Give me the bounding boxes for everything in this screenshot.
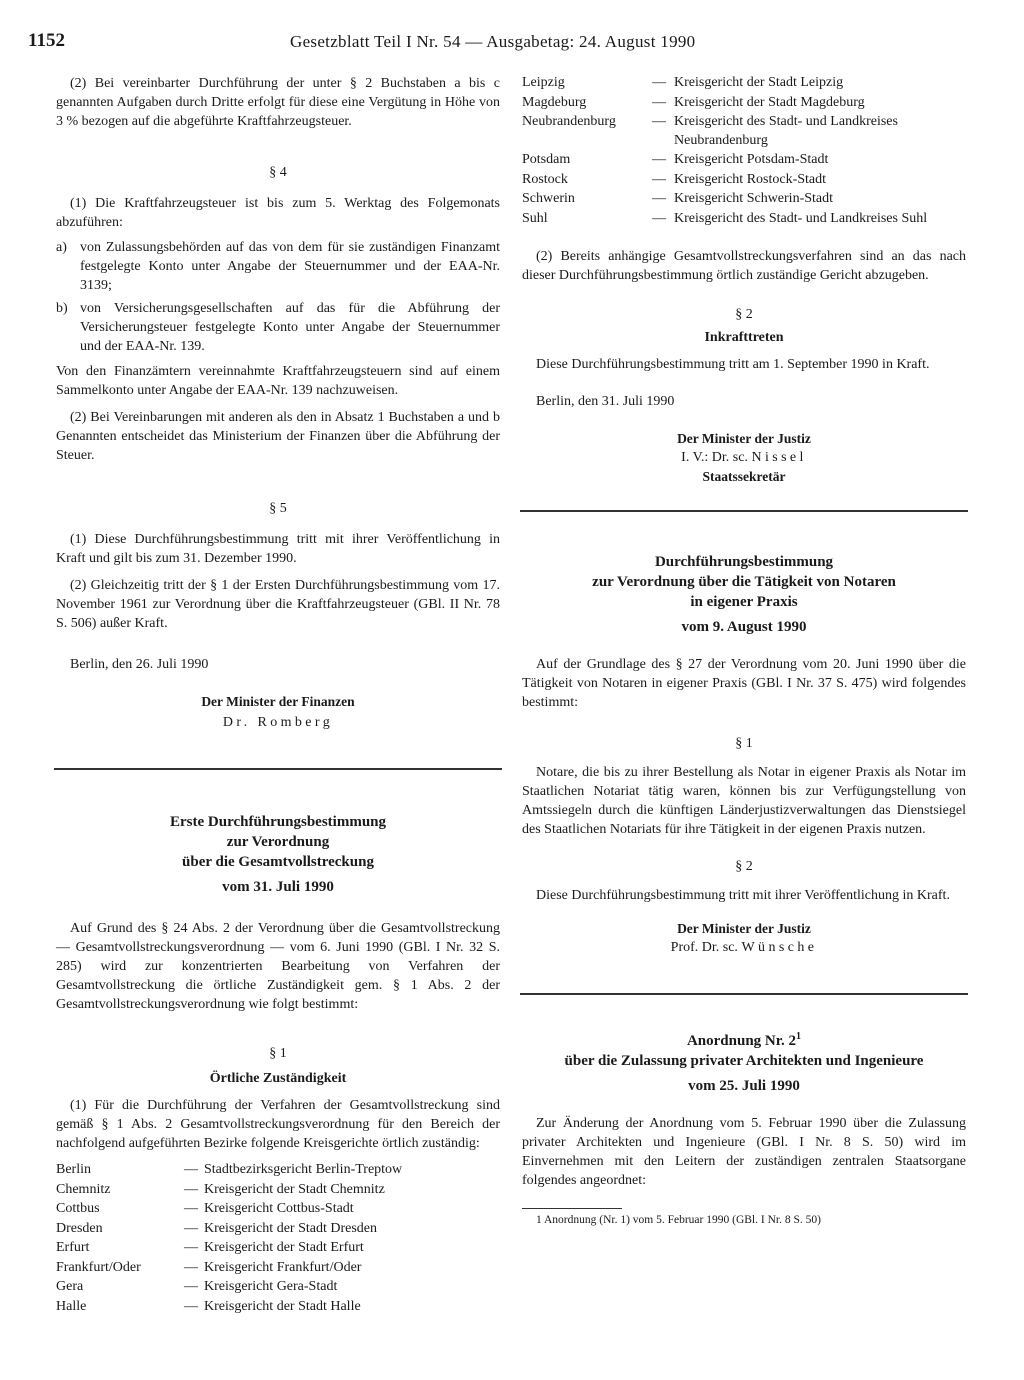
- court-row: [522, 94, 966, 114]
- doc2-preamble: Auf Grund des § 24 Abs. 2 der Verordnung über die Gesamtvollstreckung — Gesamtvollstreckungsverordnung — vom 6. Juni 1990 (GBl. I Nr. 32 S. 285) wird zur konzentrierten Bearbeitung von Verfahren der Gesamtvollstreckung die örtliche Zuständigkeit gem. § 1 Abs. 2 der Gesamtvollstreckungsverordnung wie folgt bestimmt:: [56, 921, 500, 1012]
- doc4-footnote-ref: 1: [796, 1031, 802, 1042]
- section-divider: [54, 768, 502, 770]
- court-name: Kreisgericht der Stadt Chemnitz: [204, 1181, 385, 1197]
- doc4-preamble: Zur Änderung der Anordnung vom 5. Februar 1990 über die Zulassung privater Architekten und Ingenieure (GBl. I Nr. 8 S. 50) wird im Einvernehmen mit den Leitern der zuständigen zentralen Staatsorgane folgendes angeordnet:: [522, 1116, 966, 1188]
- court-name: Kreisgericht des Stadt- und Landkreises Neubrandenburg: [674, 114, 898, 148]
- court-row: [522, 151, 966, 171]
- s4-abs2: (2) Bei Vereinbarungen mit anderen als den in Absatz 1 Buchstaben a und b Genannten entscheidet das Ministerium der Finanzen über die Abführung der Steuer.: [56, 410, 500, 463]
- doc4-title-line2: über die Zulassung privater Architekten und Ingenieure: [564, 1053, 924, 1069]
- court-row: [56, 1239, 500, 1259]
- s4-item-a-text: von Zulassungsbehörden auf das von dem für sie zuständigen Finanzamt festgelegte Konto unter Angabe der Steuernummer und der EAA-Nr. 3139;: [80, 240, 500, 293]
- s4-item-b-label: b): [56, 301, 68, 316]
- court-dash: —: [652, 152, 666, 167]
- section-divider-3: [520, 993, 968, 995]
- doc2-s1-subheading: Örtliche Zuständigkeit: [209, 1071, 347, 1086]
- left-column: [56, 74, 500, 1317]
- court-city: Halle: [56, 1298, 87, 1314]
- s4-abs1-end: Von den Finanzämtern vereinnahmte Kraftfahrzeugsteuern sind auf einem Sammelkonto unter Angabe der EAA-Nr. 139 nachzuweisen.: [56, 364, 500, 398]
- s4-item-b-text: von Versicherungsgesellschaften auf das für die Abführung der Versicherungsteuer festgelegte Konto unter Angabe der Steuernummer und der EAA-Nr. 139.: [80, 301, 500, 354]
- doc3-s2-heading: § 2: [735, 859, 753, 874]
- court-city: Schwerin: [522, 191, 575, 206]
- court-dash: —: [652, 171, 666, 187]
- s4-item-a: [56, 238, 500, 295]
- court-name: Kreisgericht der Stadt Leipzig: [674, 75, 844, 90]
- doc3-s1-text: Notare, die bis zu ihrer Bestellung als Notar in eigener Praxis als Notar im Staatlichen Notariat tätig waren, können bis zur Verfügungstellung von Amtssiegeln durch die künftigen Länderjustizverwaltungen das Dienstsiegel des Staatlichen Notariats für ihre Tätigkeit in der eigenen Praxis nutzen.: [522, 765, 966, 837]
- doc2-s1-abs2: (2) Bereits anhängige Gesamtvollstreckungsverfahren sind an das nach dieser Durchführungsbestimmung örtlich zuständige Gericht abzugeben.: [522, 249, 966, 283]
- doc3-s1-heading: § 1: [735, 736, 753, 751]
- doc3-signer-title: Der Minister der Justiz: [677, 921, 811, 936]
- court-dash: —: [184, 1259, 198, 1275]
- place-date: Berlin, den 26. Juli 1990: [70, 657, 209, 672]
- s4-item-b: [56, 299, 500, 356]
- doc3-signer-line: [522, 938, 966, 957]
- s5-abs2: (2) Gleichzeitig tritt der § 1 der Ersten Durchführungsbestimmung vom 17. November 1961 zur Verordnung über die Kraftfahrzeugsteuer (GBl. II Nr. 78 S. 506) außer Kraft.: [56, 578, 500, 631]
- doc4-date: vom 25. Juli 1990: [688, 1078, 800, 1094]
- signer-title: Der Minister der Finanzen: [201, 694, 355, 709]
- court-dash: —: [184, 1201, 198, 1216]
- doc4-title-line1: [522, 1031, 966, 1051]
- court-row: [522, 74, 966, 94]
- court-row: [56, 1200, 500, 1220]
- court-city: Potsdam: [522, 152, 571, 167]
- s4-abs1-intro: (1) Die Kraftfahrzeugsteuer ist bis zum 5. Werktag des Folgemonats abzuführen:: [56, 196, 500, 230]
- court-row: [522, 171, 966, 191]
- doc2-signer-role: Staatssekretär: [702, 469, 786, 484]
- court-city: Magdeburg: [522, 94, 587, 110]
- court-row: [56, 1298, 500, 1318]
- court-city: Suhl: [522, 210, 548, 226]
- section-divider-2: [520, 510, 968, 512]
- court-city: Dresden: [56, 1220, 103, 1236]
- court-dash: —: [652, 75, 666, 90]
- doc2-s1-heading: § 1: [269, 1046, 287, 1061]
- doc3-title-line1: Durchführungsbestimmung: [654, 554, 834, 570]
- doc3-date: vom 9. August 1990: [681, 619, 807, 635]
- doc3-signer-name: Wünsche: [741, 940, 818, 955]
- court-dash: —: [184, 1220, 198, 1236]
- court-row: [56, 1181, 500, 1201]
- footnote-rule: [522, 1208, 622, 1209]
- court-dash: —: [184, 1240, 198, 1255]
- footnote: 1 Anordnung (Nr. 1) vom 5. Februar 1990 (GBl. I Nr. 8 S. 50): [536, 1214, 821, 1226]
- gazette-header-title: Gesetzblatt Teil I Nr. 54 — Ausgabetag: 24. August 1990: [290, 32, 696, 51]
- doc2-title-line2: zur Verordnung: [226, 834, 330, 850]
- court-name: Kreisgericht der Stadt Erfurt: [204, 1240, 364, 1255]
- court-name: Kreisgericht Frankfurt/Oder: [204, 1259, 362, 1275]
- court-name: Kreisgericht Gera-Stadt: [204, 1279, 338, 1294]
- doc2-s2-text: Diese Durchführungsbestimmung tritt am 1. September 1990 in Kraft.: [536, 357, 930, 372]
- right-column: [522, 74, 966, 1228]
- doc2-signer-prefix: I. V.: Dr. sc.: [681, 450, 748, 465]
- doc4-title-text: Anordnung Nr. 2: [686, 1033, 797, 1049]
- court-city: Chemnitz: [56, 1181, 111, 1197]
- court-table-right: [522, 74, 966, 229]
- doc3-title-line3: in eigener Praxis: [690, 594, 798, 610]
- court-city: Leipzig: [522, 75, 565, 90]
- court-name: Stadtbezirksgericht Berlin-Treptow: [204, 1162, 403, 1177]
- court-city: Erfurt: [56, 1240, 90, 1255]
- signer-name: Dr. Romberg: [222, 715, 334, 730]
- court-name: Kreisgericht der Stadt Halle: [204, 1298, 361, 1314]
- doc2-date: vom 31. Juli 1990: [222, 879, 334, 895]
- court-row: [56, 1220, 500, 1240]
- doc2-signer-title: Der Minister der Justiz: [677, 431, 811, 446]
- s4-item-a-label: a): [56, 240, 67, 255]
- court-city: Gera: [56, 1279, 84, 1294]
- doc3-title-line2: zur Verordnung über die Tätigkeit von Notaren: [592, 574, 896, 590]
- court-dash: —: [652, 114, 666, 129]
- doc3-s2-text: Diese Durchführungsbestimmung tritt mit ihrer Veröffentlichung in Kraft.: [536, 888, 950, 903]
- page-number: 1152: [28, 30, 65, 51]
- court-name: Kreisgericht der Stadt Dresden: [204, 1220, 377, 1236]
- s5-heading: § 5: [269, 501, 287, 516]
- court-dash: —: [652, 191, 666, 206]
- court-name: Kreisgericht Potsdam-Stadt: [674, 152, 829, 167]
- court-row: [522, 210, 966, 230]
- s5-abs1: (1) Diese Durchführungsbestimmung tritt mit ihrer Veröffentlichung in Kraft und gilt bis zum 31. Dezember 1990.: [56, 532, 500, 566]
- court-row: [522, 190, 966, 210]
- court-name: Kreisgericht Rostock-Stadt: [674, 171, 827, 187]
- court-row: [56, 1259, 500, 1279]
- doc2-s1-abs1: (1) Für die Durchführung der Verfahren der Gesamtvollstreckung sind gemäß § 1 Abs. 2 Gesamtvollstreckungsverordnung für den Bereich der nachfolgend aufgeführten Bezirke folgende Kreisgerichte örtlich zuständig:: [56, 1098, 500, 1151]
- doc2-place-date: Berlin, den 31. Juli 1990: [536, 394, 675, 409]
- doc2-s2-subheading: Inkrafttreten: [704, 330, 784, 345]
- s3-abs2: (2) Bei vereinbarter Durchführung der unter § 2 Buchstaben a bis c genannten Aufgaben durch Dritte erfolgt für diese eine Vergütung in Höhe von 3 % bezogen auf die abgeführte Kraftfahrzeugsteuer.: [56, 76, 500, 129]
- court-city: Cottbus: [56, 1201, 100, 1216]
- court-row: [522, 113, 966, 151]
- court-dash: —: [184, 1162, 198, 1177]
- court-city: Rostock: [522, 171, 568, 187]
- doc2-title-line3: über die Gesamtvollstreckung: [182, 854, 374, 870]
- court-dash: —: [184, 1298, 198, 1314]
- court-name: Kreisgericht des Stadt- und Landkreises Suhl: [674, 210, 928, 226]
- court-dash: —: [652, 94, 666, 110]
- page-header: [28, 30, 996, 54]
- court-row: [56, 1278, 500, 1298]
- court-name: Kreisgericht der Stadt Magdeburg: [674, 94, 865, 110]
- doc2-title-line1: Erste Durchführungsbestimmung: [170, 814, 386, 830]
- doc3-preamble: Auf der Grundlage des § 27 der Verordnung vom 20. Juni 1990 über die Tätigkeit von Notaren in eigener Praxis (GBl. I Nr. 37 S. 475) wird folgendes bestimmt:: [522, 657, 966, 710]
- doc2-signer-name: Nissel: [751, 450, 807, 465]
- court-dash: —: [652, 210, 666, 226]
- court-dash: —: [184, 1279, 198, 1294]
- court-city: Neubrandenburg: [522, 114, 616, 129]
- court-table-left: [56, 1161, 500, 1317]
- doc2-s2-heading: § 2: [735, 307, 753, 322]
- doc2-signer-line: [522, 448, 966, 467]
- court-dash: —: [184, 1181, 198, 1197]
- court-name: Kreisgericht Cottbus-Stadt: [204, 1201, 354, 1216]
- court-name: Kreisgericht Schwerin-Stadt: [674, 191, 834, 206]
- court-row: [56, 1161, 500, 1181]
- s4-heading: § 4: [269, 165, 287, 180]
- doc3-signer-prefix: Prof. Dr. sc.: [670, 940, 738, 955]
- court-city: Berlin: [56, 1162, 91, 1177]
- court-city: Frankfurt/Oder: [56, 1259, 141, 1275]
